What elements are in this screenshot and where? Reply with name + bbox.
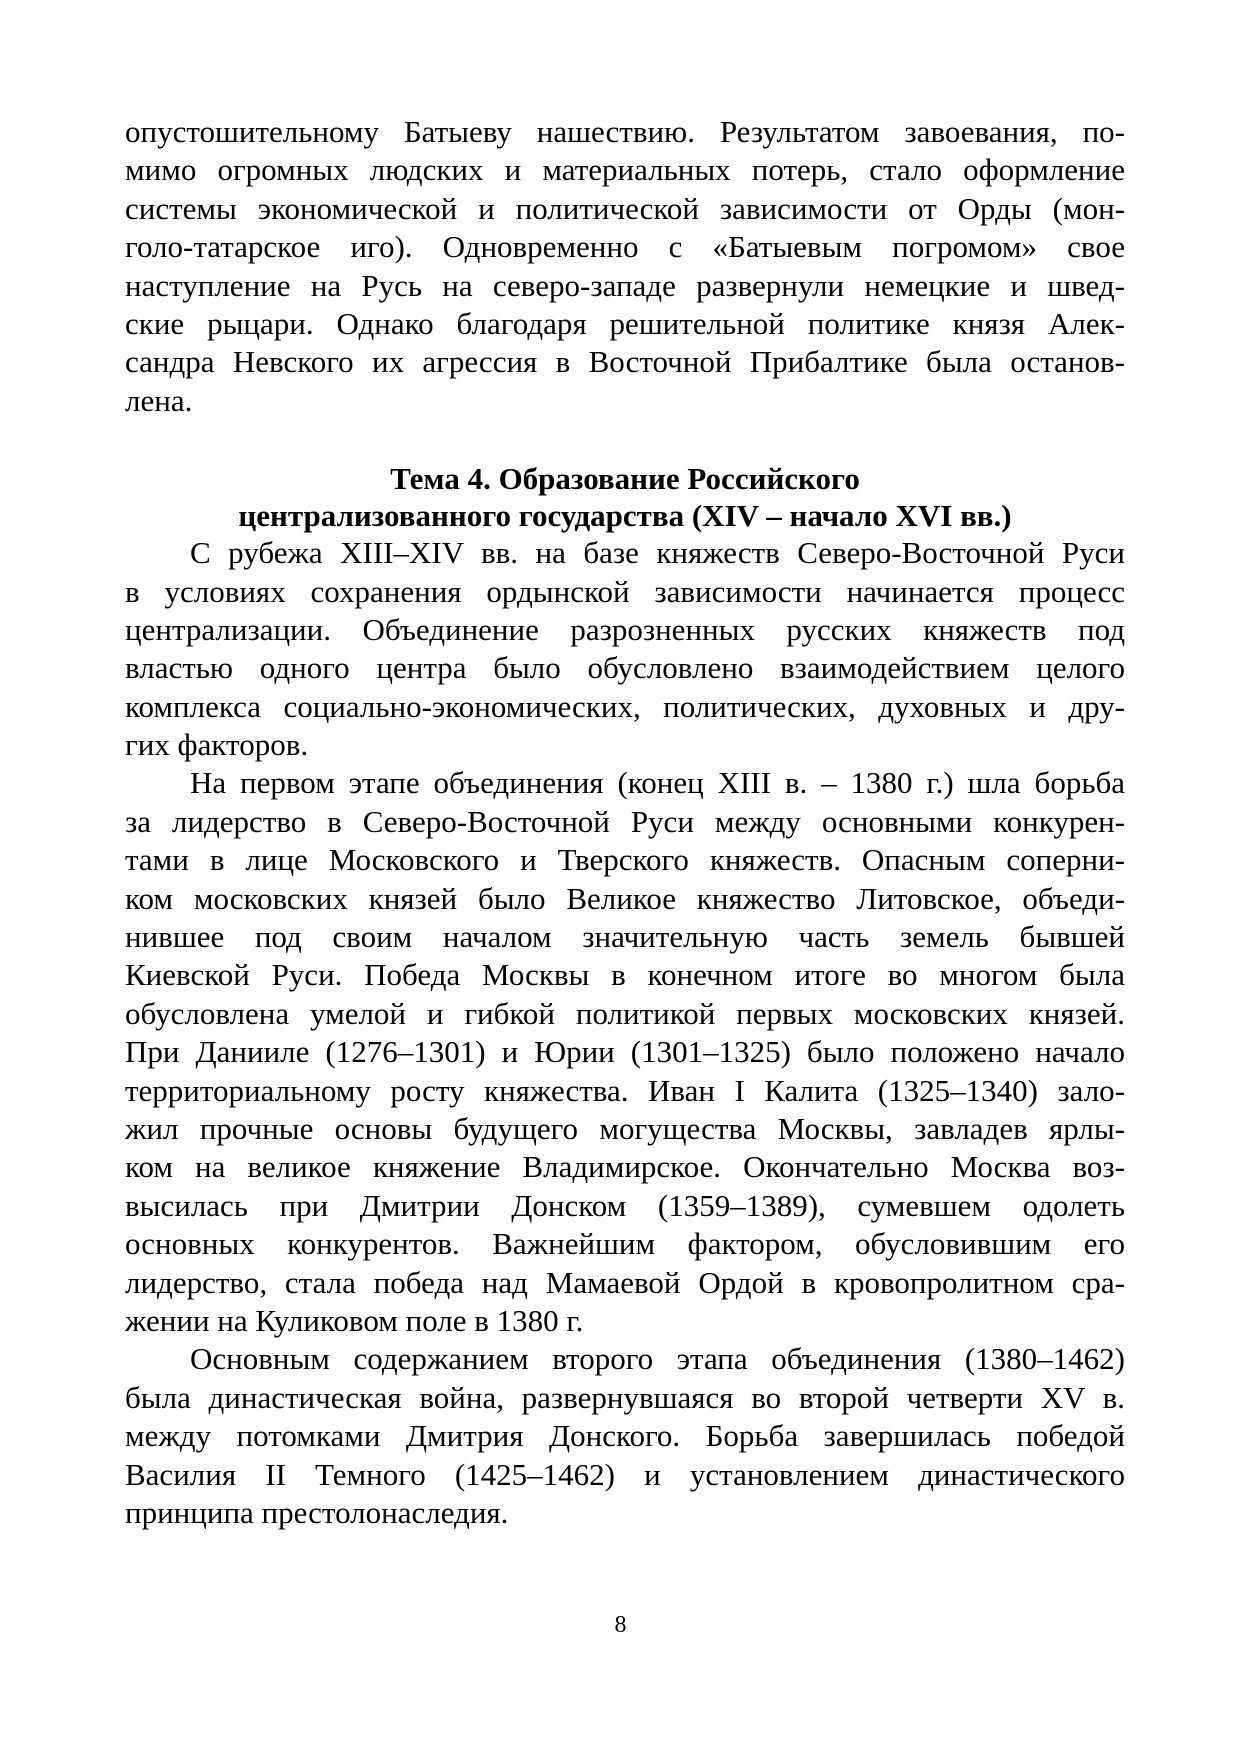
text-line: ские рыцари. Однако благодаря решительной политике князя Алек- xyxy=(125,305,1125,341)
page-number: 8 xyxy=(614,1612,627,1638)
text-line: жении на Куликовом поле в 1380 г. xyxy=(125,1302,584,1338)
text-line: голо-татарское иго). Одновременно с «Батыевым погромом» свое xyxy=(125,229,1125,265)
paragraph-top xyxy=(125,113,1125,420)
text-line: гих факторов. xyxy=(125,727,309,763)
text-line: в условиях сохранения ордынской зависимости начинается процесс xyxy=(125,573,1125,609)
text-line: системы экономической и политической зависимости от Орды (мон- xyxy=(125,190,1125,226)
heading-line: Тема 4. Образование Российского xyxy=(390,461,860,497)
text-line: между потомками Дмитрия Донского. Борьба завершилась победой xyxy=(125,1418,1125,1454)
section-heading xyxy=(125,460,1125,534)
text-line: лидерство, стала победа над Мамаевой Ордой в кровопролитном сра- xyxy=(125,1264,1125,1300)
text-line: мимо огромных людских и материальных потерь, стало оформление xyxy=(125,152,1125,188)
text-line: При Данииле (1276–1301) и Юрии (1301–1325) было положено начало xyxy=(125,1034,1125,1070)
text-line: властью одного центра было обусловлено взаимодействием целого xyxy=(125,650,1125,686)
text-line: основных конкурентов. Важнейшим фактором, обусловившим его xyxy=(125,1226,1125,1262)
text-line: высилась при Дмитрии Донском (1359–1389), сумевшем одолеть xyxy=(125,1187,1125,1223)
paragraph-2 xyxy=(125,764,1125,1340)
text-line: за лидерство в Северо-Восточной Руси между основными конкурен- xyxy=(125,803,1125,839)
text-line: Основным содержанием второго этапа объединения (1380–1462) xyxy=(190,1341,1125,1377)
text-line: ком на великое княжение Владимирское. Окончательно Москва воз- xyxy=(125,1149,1125,1185)
text-line: жил прочные основы будущего могущества Москвы, завладев ярлы- xyxy=(125,1110,1125,1146)
heading-line: централизованного государства (XIV – начало XVI вв.) xyxy=(238,498,1012,534)
text-line: С рубежа XIII–XIV вв. на базе княжеств Северо-Восточной Руси xyxy=(190,535,1125,571)
text-line: Василия II Темного (1425–1462) и установлением династического xyxy=(125,1456,1125,1492)
text-line: комплекса социально-экономических, политических, духовных и дру- xyxy=(125,688,1125,724)
text-line: была династическая война, развернувшаяся во второй четверти XV в. xyxy=(125,1379,1125,1415)
page-body xyxy=(125,113,1125,1532)
text-line: Киевской Руси. Победа Москвы в конечном итоге во многом была xyxy=(125,957,1125,993)
text-line: лена. xyxy=(125,382,193,418)
text-line: опустошительному Батыеву нашествию. Результатом завоевания, по- xyxy=(125,114,1125,149)
text-line: принципа престолонаследия. xyxy=(125,1494,509,1530)
text-line: ком московских князей было Великое княжество Литовское, объеди- xyxy=(125,880,1125,916)
text-line: территориальному росту княжества. Иван I Калита (1325–1340) зало- xyxy=(125,1072,1125,1108)
text-line: тами в лице Московского и Тверского княжеств. Опасным соперни- xyxy=(125,842,1125,878)
paragraph-1 xyxy=(125,534,1125,764)
section-spacer xyxy=(125,420,1125,460)
text-line: сандра Невского их агрессия в Восточной Прибалтике была останов- xyxy=(125,344,1125,380)
paragraph-3 xyxy=(125,1340,1125,1532)
text-line: централизации. Объединение разрозненных русских княжеств под xyxy=(125,611,1125,647)
text-line: наступление на Русь на северо-западе развернули немецкие и швед- xyxy=(125,267,1125,303)
text-line: На первом этапе объединения (конец XIII в. – 1380 г.) шла борьба xyxy=(190,765,1125,801)
text-line: обусловлена умелой и гибкой политикой первых московских князей. xyxy=(125,995,1125,1031)
text-line: нившее под своим началом значительную часть земель бывшей xyxy=(125,919,1125,955)
